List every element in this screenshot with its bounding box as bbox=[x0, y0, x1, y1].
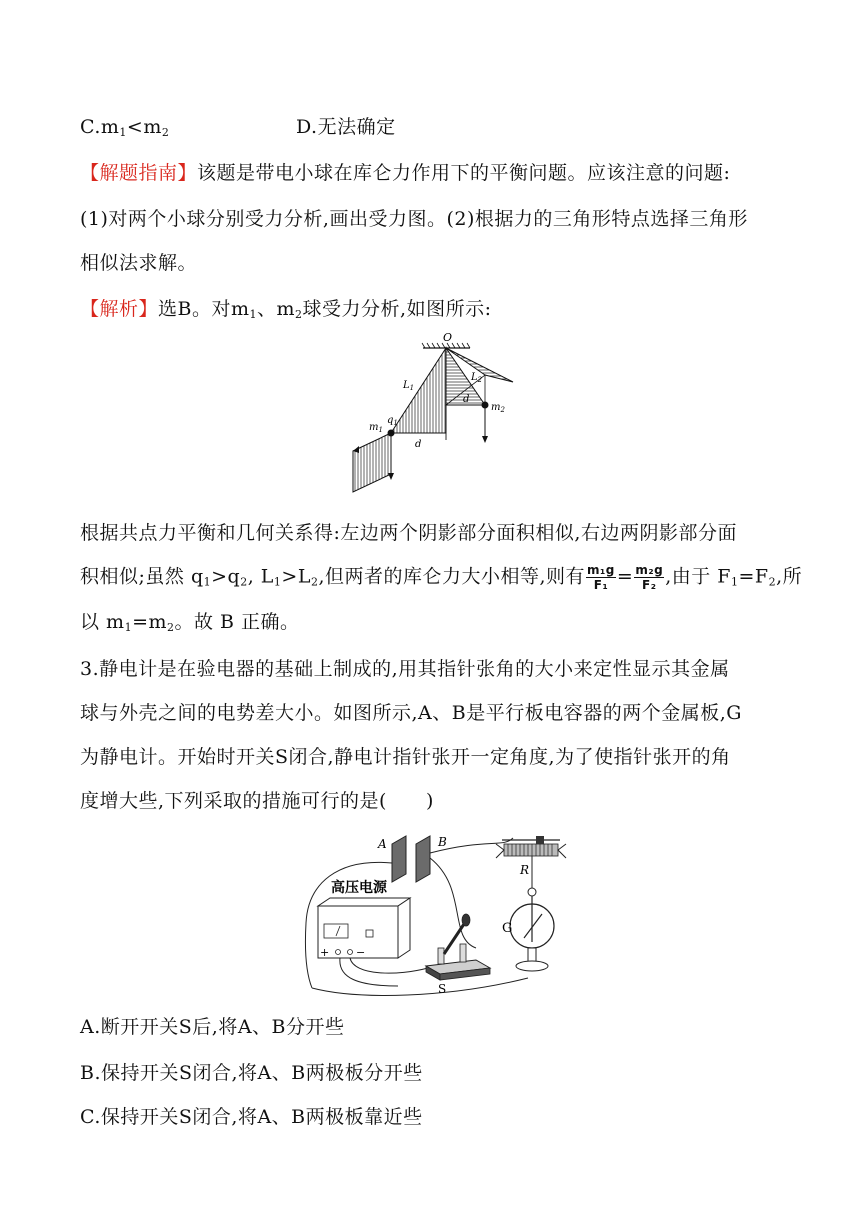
c2d: >L bbox=[281, 565, 311, 588]
option-c-lt: <m bbox=[126, 116, 162, 138]
label-m2: $m_2$ bbox=[491, 402, 505, 414]
c3b: =m bbox=[132, 611, 167, 633]
label-r: R bbox=[520, 863, 530, 877]
frac1-den: F₁ bbox=[593, 578, 609, 592]
analysis-tag: 【解析】 bbox=[80, 298, 159, 320]
option-c-text: C.m bbox=[80, 116, 120, 138]
frac2-num: m₂g bbox=[635, 563, 664, 577]
option-a: A.断开开关S后,将A、B分开些 bbox=[80, 1016, 345, 1038]
label-minus: − bbox=[356, 946, 366, 959]
c2e: ,但两者的库仑力大小相等,则有 bbox=[318, 565, 586, 588]
c2g: =F bbox=[738, 565, 769, 588]
c2s3: 1 bbox=[273, 575, 282, 589]
conclusion-line-3 bbox=[80, 609, 300, 641]
c2b: >q bbox=[211, 565, 241, 588]
c3s1: 1 bbox=[124, 621, 133, 634]
analysis-text-a: 选B。对m bbox=[158, 298, 250, 320]
option-c-top bbox=[80, 114, 169, 146]
label-o: O bbox=[443, 331, 453, 344]
option-c-sub1: 1 bbox=[119, 126, 127, 139]
label-power-supply: 高压电源 bbox=[331, 880, 387, 896]
fraction-2 bbox=[634, 563, 664, 592]
c2h: ,所 bbox=[776, 565, 803, 588]
c2c: , L bbox=[247, 565, 274, 588]
label-d-bottom: d bbox=[415, 439, 422, 450]
label-plus: + bbox=[320, 946, 330, 959]
question3-line-4: 度增大些,下列采取的措施可行的是( ) bbox=[80, 790, 434, 812]
guide-text-1: 该题是带电小球在库仑力作用下的平衡问题。应该注意的问题: bbox=[197, 162, 731, 184]
label-d-top: d bbox=[463, 394, 470, 405]
c3c: 。故 B 正确。 bbox=[174, 611, 300, 633]
c3a: 以 m bbox=[80, 611, 125, 633]
capacitor-circuit-figure bbox=[298, 828, 578, 998]
force-diagram-figure bbox=[345, 330, 525, 500]
label-g: G bbox=[502, 921, 513, 936]
option-b: B.保持开关S闭合,将A、B两极板分开些 bbox=[80, 1062, 423, 1084]
label-l2: $L_2$ bbox=[471, 372, 483, 384]
frac1-num: m₁g bbox=[587, 563, 615, 577]
c2f: ,由于 F bbox=[665, 565, 731, 588]
question3-line-2: 球与外壳之间的电势差大小。如图所示,A、B是平行板电容器的两个金属板,G bbox=[80, 702, 742, 724]
c2s2: 2 bbox=[240, 575, 248, 589]
conclusion-line-1: 根据共点力平衡和几何关系得:左边两个阴影部分面积相似,右边两阴影部分面 bbox=[80, 522, 737, 544]
guide-line-2: (1)对两个小球分别受力分析,画出受力图。(2)根据力的三角形特点选择三角形 bbox=[80, 208, 748, 230]
equals-sign: = bbox=[616, 565, 634, 588]
label-l1: $L_1$ bbox=[403, 380, 415, 392]
label-b: B bbox=[438, 835, 447, 849]
analysis-sub1: 1 bbox=[249, 308, 257, 321]
guide-line-3: 相似法求解。 bbox=[80, 252, 198, 274]
c2s1: 1 bbox=[203, 575, 212, 589]
c2s5: 1 bbox=[730, 575, 739, 589]
question3-line-3: 为静电计。开始时开关S闭合,静电计指针张开一定角度,为了使指针张开的角 bbox=[80, 746, 731, 768]
analysis-text-b: 、m bbox=[257, 298, 296, 320]
fraction-1 bbox=[586, 563, 616, 592]
label-q1: $q_1$ bbox=[387, 415, 398, 427]
option-d-top: D.无法确定 bbox=[296, 116, 396, 138]
analysis-sub2: 2 bbox=[295, 308, 303, 321]
guide-line-1 bbox=[80, 160, 730, 186]
c2a: 积相似;虽然 q bbox=[80, 565, 204, 588]
guide-tag: 【解题指南】 bbox=[80, 162, 198, 184]
analysis-line bbox=[80, 296, 491, 328]
frac2-den: F₂ bbox=[642, 578, 657, 592]
option-c-sub2: 2 bbox=[161, 126, 170, 139]
label-a: A bbox=[378, 837, 387, 851]
question3-line-1: 3.静电计是在验电器的基础上制成的,用其指针张角的大小来定性显示其金属 bbox=[80, 658, 730, 680]
conclusion-line-2 bbox=[80, 563, 802, 596]
label-m1: $m_1$ bbox=[369, 422, 383, 434]
c3s2: 2 bbox=[167, 621, 175, 634]
option-c: C.保持开关S闭合,将A、B两极板靠近些 bbox=[80, 1106, 423, 1128]
c2s6: 2 bbox=[768, 575, 777, 589]
label-s: S bbox=[438, 982, 447, 996]
c2s4: 2 bbox=[310, 575, 319, 589]
analysis-text-c: 球受力分析,如图所示: bbox=[302, 298, 492, 320]
